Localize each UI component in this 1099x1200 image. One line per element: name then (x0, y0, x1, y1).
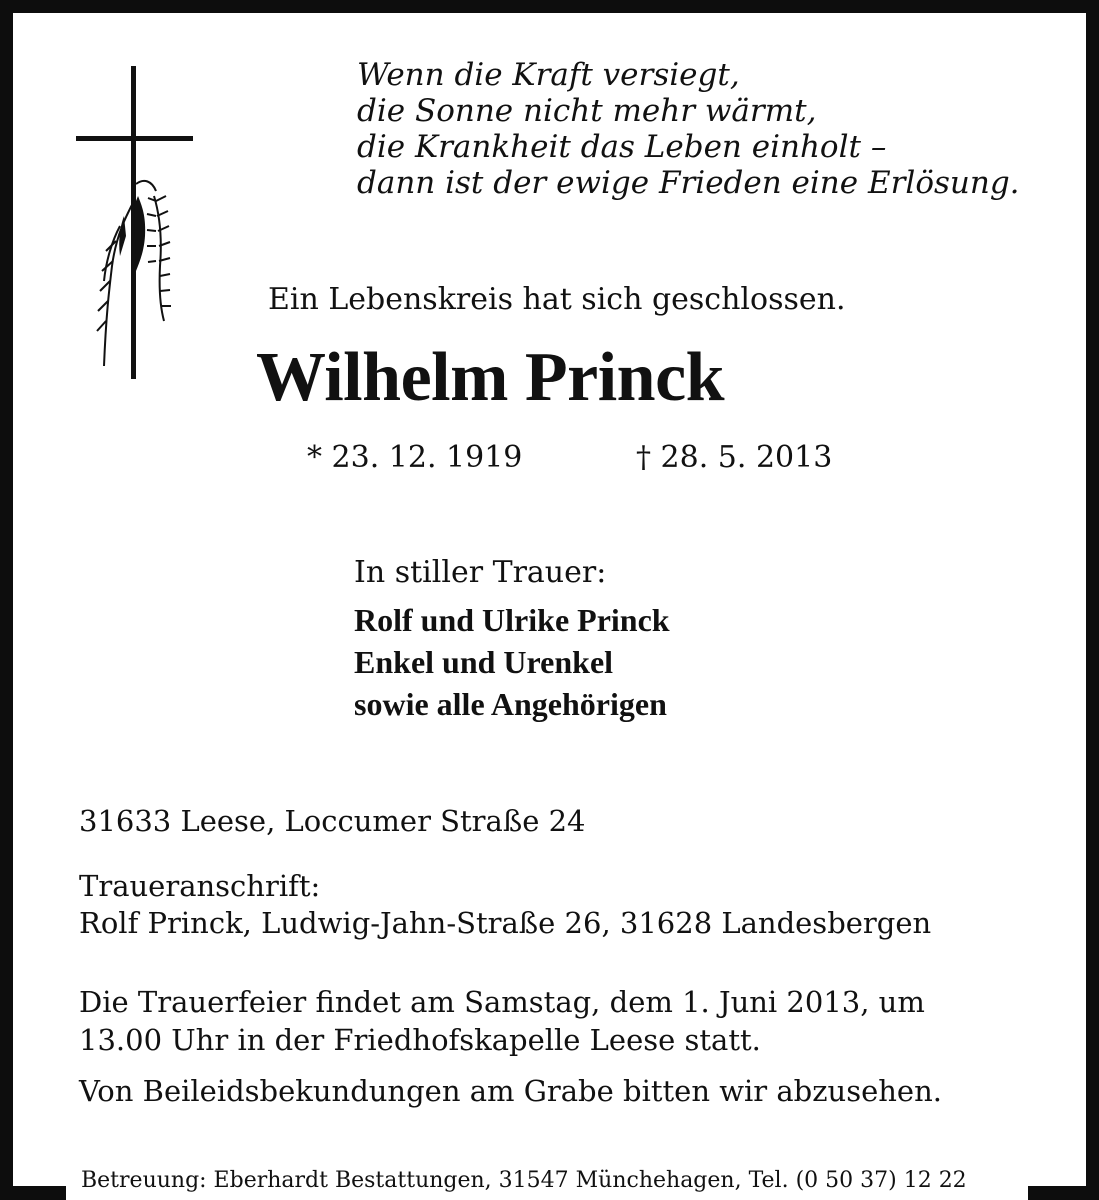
border-bottom-left (0, 1186, 66, 1200)
trauer-anschrift-label: Traueranschrift: (79, 869, 321, 903)
residence-address: 31633 Leese, Loccumer Straße 24 (79, 804, 586, 838)
poem-line: Wenn die Kraft versiegt, (357, 57, 740, 93)
mourner-line: Rolf und Ulrike Princk (354, 602, 670, 638)
condolence-note: Von Beileidsbekundungen am Grabe bitten wir abzusehen. (79, 1074, 942, 1108)
mourner-line: sowie alle Angehörigen (354, 686, 667, 722)
poem-line: die Krankheit das Leben einholt – (357, 129, 887, 165)
funeral-line: 13.00 Uhr in der Friedhofskapelle Leese statt. (79, 1023, 761, 1057)
deceased-name: Wilhelm Princk (256, 339, 725, 416)
poem-line: die Sonne nicht mehr wärmt, (357, 93, 817, 129)
mourning-label: In stiller Trauer: (354, 555, 607, 590)
poem (357, 57, 1020, 201)
poem-line: dann ist der ewige Frieden eine Erlösung. (357, 165, 1020, 201)
funeral-info (79, 983, 925, 1059)
mourners-list (354, 599, 670, 725)
funeral-line: Die Trauerfeier findet am Samstag, dem 1. Juni 2013, um (79, 985, 925, 1019)
birth-date: * 23. 12. 1919 (307, 440, 523, 475)
border-bottom-right (1028, 1186, 1099, 1200)
death-date: † 28. 5. 2013 (636, 440, 833, 475)
mourner-line: Enkel und Urenkel (354, 644, 614, 680)
trauer-anschrift-value: Rolf Princk, Ludwig-Jahn-Straße 26, 31628 Landesbergen (79, 906, 932, 940)
intro-line: Ein Lebenskreis hat sich geschlossen. (268, 282, 846, 317)
footer-undertaker: Betreuung: Eberhardt Bestattungen, 31547 Münchehagen, Tel. (0 50 37) 12 22 (81, 1168, 967, 1193)
cross-icon (76, 66, 196, 382)
